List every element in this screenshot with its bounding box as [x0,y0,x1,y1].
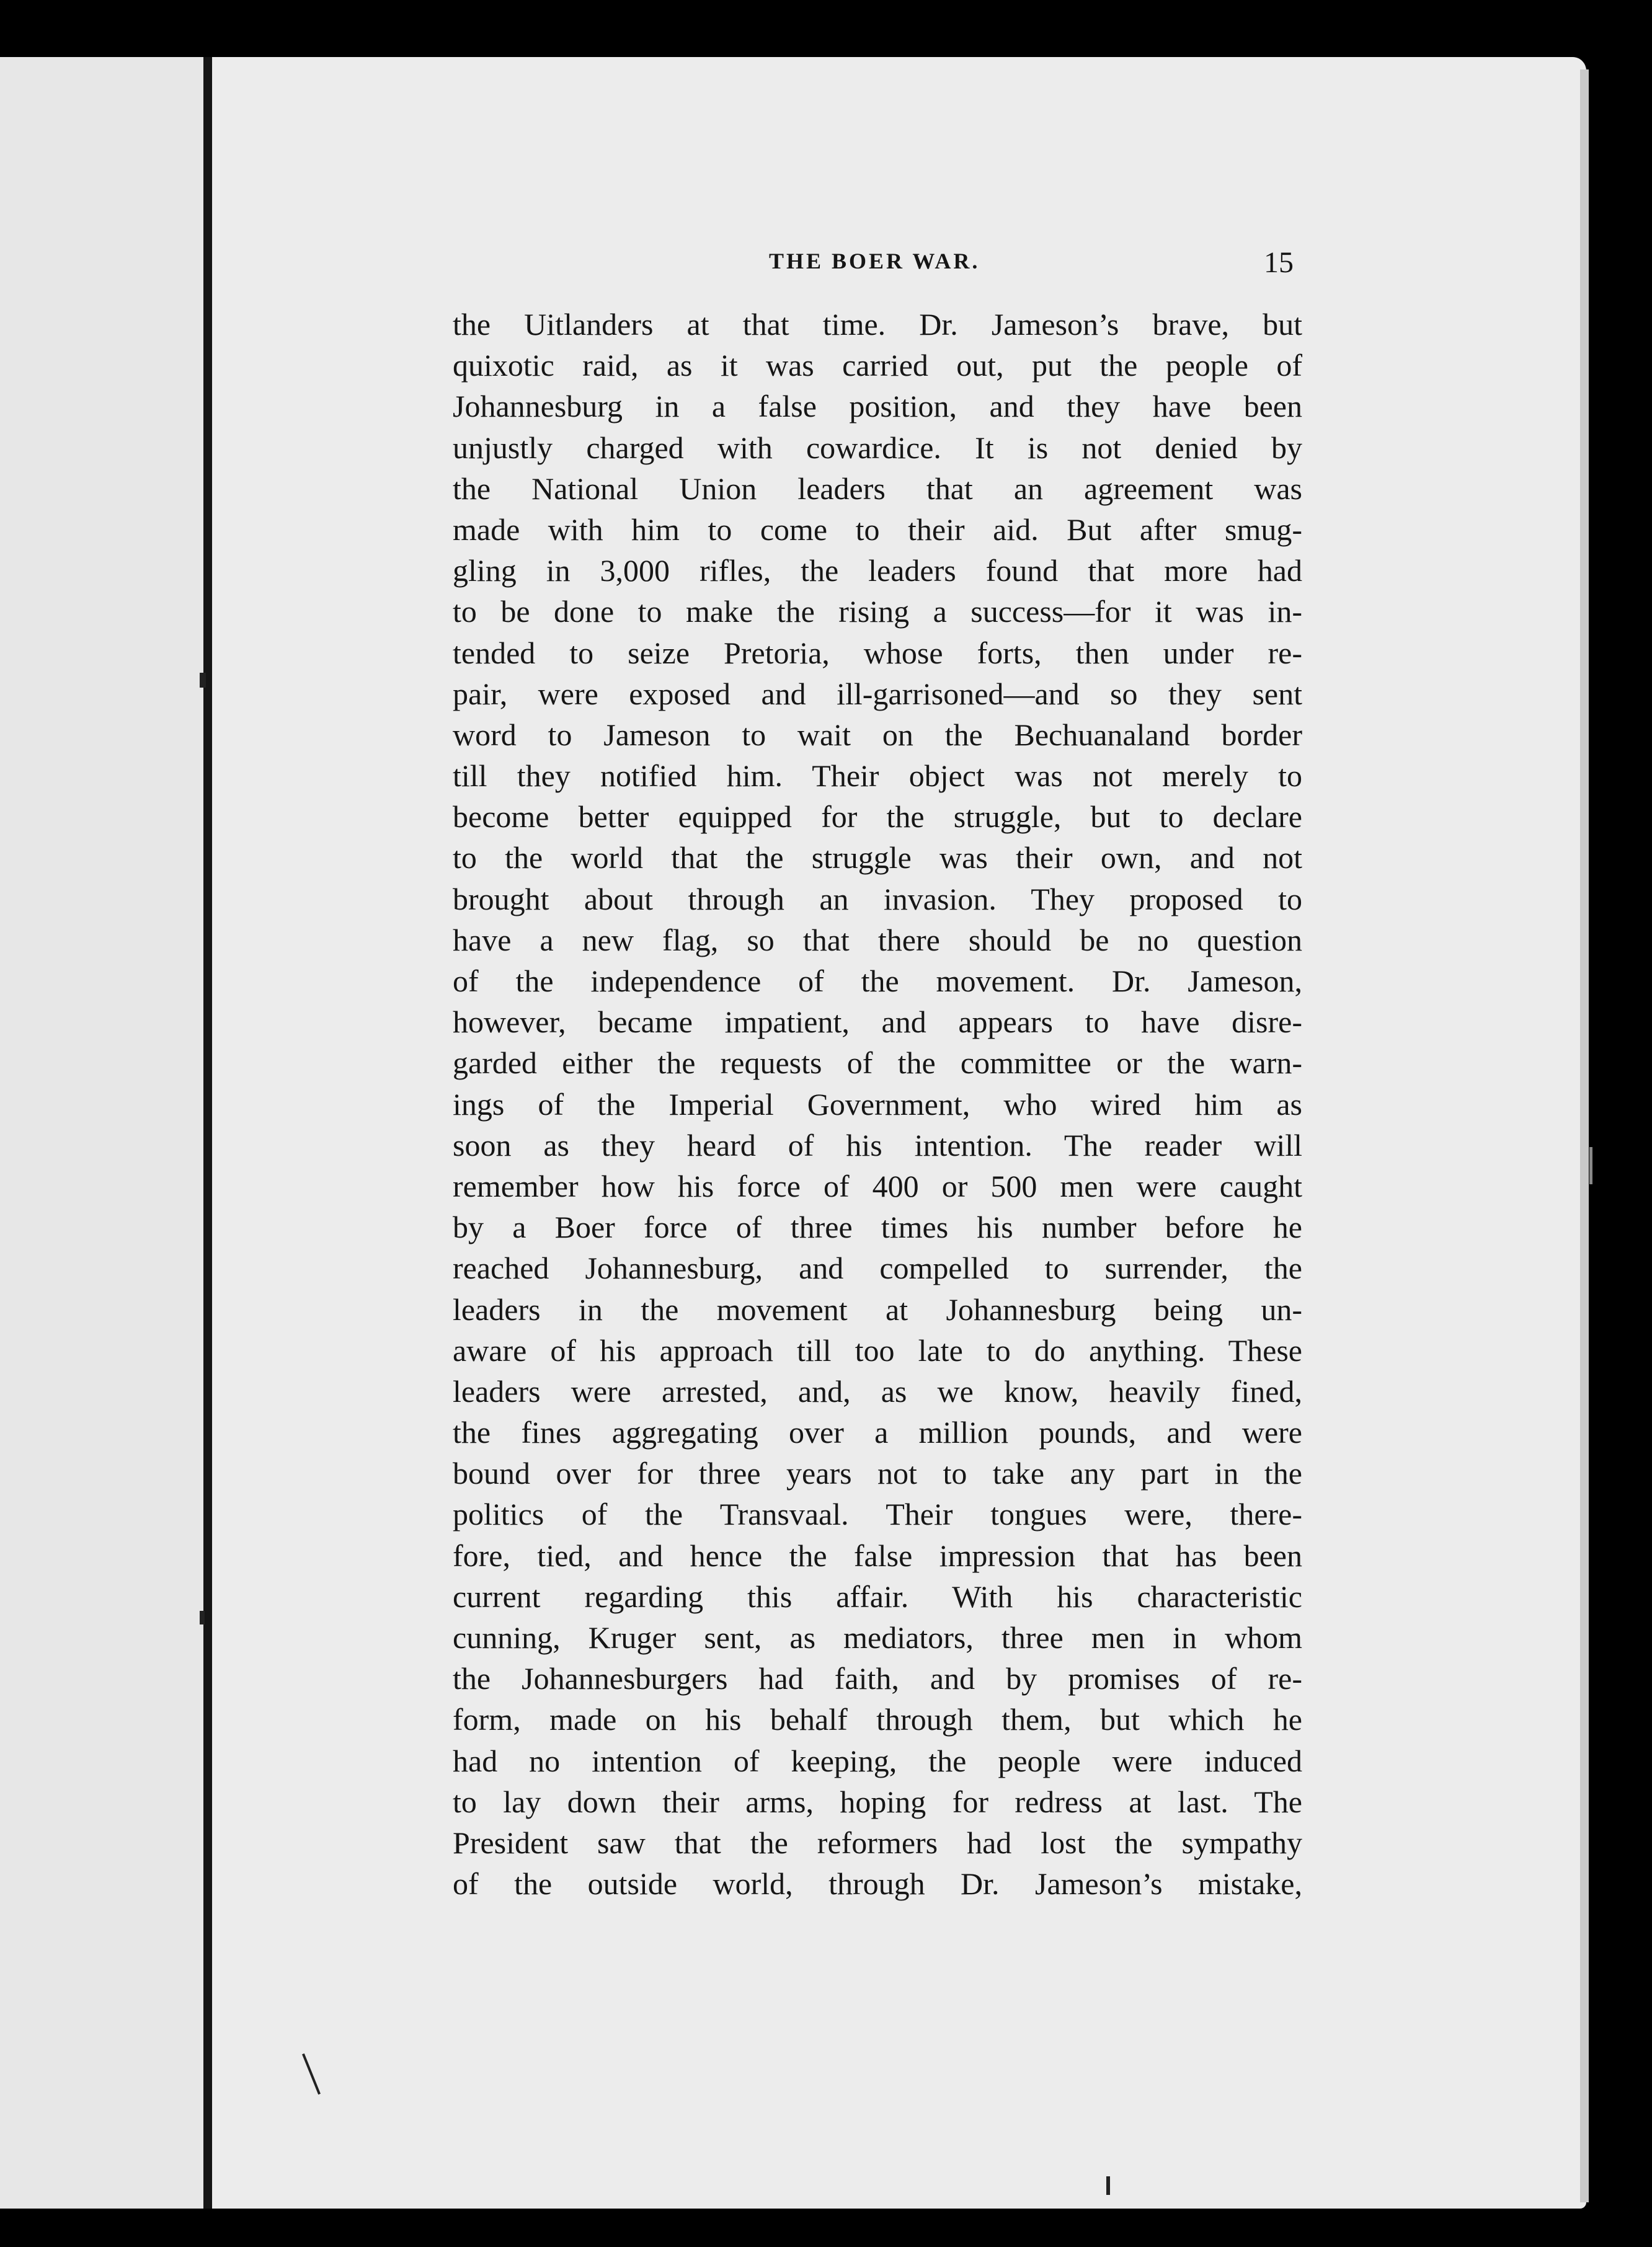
text-line: remember how his force of 400 or 500 men were caught [453,1168,1302,1203]
text-line: of the outside world, through Dr. Jameson’s mistake, [453,1866,1302,1902]
text-line: cunning, Kruger sent, as mediators, three men in whom [453,1620,1302,1655]
page-number: 15 [1264,246,1294,279]
text-line: gling in 3,000 rifles, the leaders found that more had [453,553,1302,588]
text-line: aware of his approach till too late to do anything. These [453,1332,1302,1368]
running-header: THE BOER WAR. [769,249,980,273]
scan-speck [1106,2176,1110,2195]
text-line: fore, tied, and hence the false impression that has been [453,1538,1302,1573]
text-line: ings of the Imperial Government, who wired him as [453,1086,1302,1122]
text-line: pair, were exposed and ill-garrisoned—and so they sent [453,676,1302,711]
text-line: the fines aggregating over a million pounds, and were [453,1415,1302,1450]
body-text [453,304,1302,1904]
text-line: current regarding this affair. With his characteristic [453,1579,1302,1614]
text-line: tended to seize Pretoria, whose forts, then under re- [453,635,1302,670]
text-line: garded either the requests of the committee or the warn- [453,1045,1302,1081]
page-edge-shadow [1580,69,1589,2202]
text-line: word to Jameson to wait on the Bechuanaland border [453,717,1302,752]
text-line: till they notified him. Their object was not merely to [453,758,1302,794]
text-line: become better equipped for the struggle, but to declare [453,799,1302,835]
text-line: unjustly charged with cowardice. It is not denied by [453,430,1302,465]
text-line: form, made on his behalf through them, but which he [453,1702,1302,1737]
text-line: the National Union leaders that an agreement was [453,471,1302,506]
text-line: the Johannesburgers had faith, and by promises of re- [453,1661,1302,1696]
text-line: soon as they heard of his intention. The reader will [453,1127,1302,1163]
text-line: to be done to make the rising a success—for it was in- [453,594,1302,629]
text-line: President saw that the reformers had lost the sympathy [453,1825,1302,1860]
text-line: the Uitlanders at that time. Dr. Jameson’s brave, but [453,307,1302,342]
text-line: had no intention of keeping, the people were induced [453,1743,1302,1778]
left-page-edge [0,57,206,2209]
scan-speck [200,1611,205,1624]
text-line: bound over for three years not to take any part in the [453,1456,1302,1491]
text-line: brought about through an invasion. They proposed to [453,881,1302,916]
text-line: Johannesburg in a false position, and they have been [453,389,1302,424]
scan-speck [200,673,206,688]
text-line: have a new flag, so that there should be no question [453,922,1302,957]
text-line: to lay down their arms, hoping for redress at last. The [453,1784,1302,1819]
text-line: reached Johannesburg, and compelled to surrender, the [453,1251,1302,1286]
scan-speck [1589,1147,1592,1184]
text-line: leaders were arrested, and, as we know, heavily fined, [453,1373,1302,1409]
text-line: leaders in the movement at Johannesburg being un- [453,1292,1302,1327]
text-line: politics of the Transvaal. Their tongues were, there- [453,1497,1302,1532]
text-line: made with him to come to their aid. But after smug- [453,512,1302,547]
text-line: quixotic raid, as it was carried out, put the people of [453,348,1302,383]
text-line: of the independence of the movement. Dr. Jameson, [453,964,1302,998]
text-line: by a Boer force of three times his number before he [453,1210,1302,1245]
text-line: to the world that the struggle was their own, and not [453,840,1302,875]
text-line: however, became impatient, and appears to have disre- [453,1004,1302,1040]
page-gutter [203,57,212,2209]
